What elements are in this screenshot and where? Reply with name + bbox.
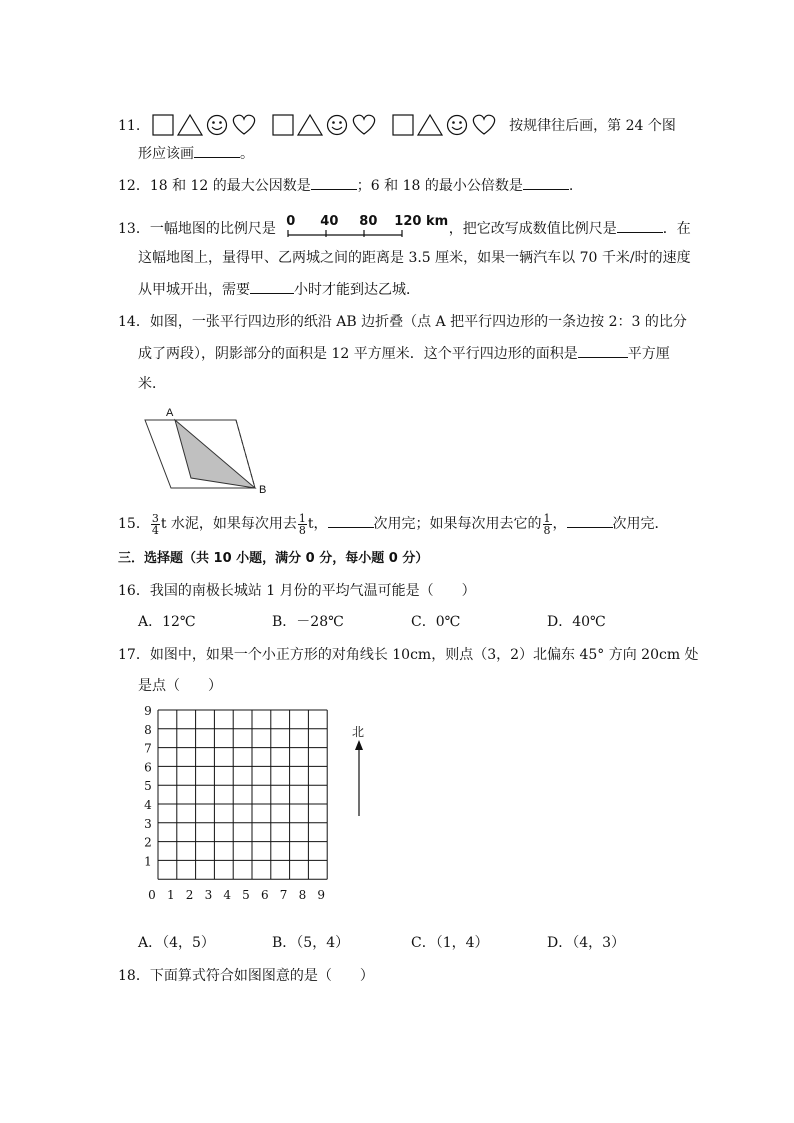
arrow-up-icon [355,740,363,750]
question-15-text5: 次用完． [612,516,669,532]
y-tick-label: 2 [144,835,152,850]
answer-blank[interactable] [617,220,663,233]
x-tick-label: 7 [279,888,288,903]
x-tick-label: 3 [204,888,213,903]
y-tick-label: 7 [144,741,152,756]
scale-label: 0 [286,214,296,229]
answer-blank[interactable] [250,281,294,294]
question-12-text1: 12．18 和 12 的最大公因数是 [118,178,311,194]
triangle-icon [418,115,442,135]
fraction-one-eighth: $\frac{1}{8}$ [298,511,306,537]
triangle-icon [298,115,322,135]
answer-blank[interactable] [567,515,613,528]
scale-label: 120 km [394,214,449,229]
question-12-text2: ；6 和 18 的最小公倍数是 [356,178,523,194]
square-icon [153,115,173,135]
question-14-text3: 平方厘 [627,346,670,362]
question-11-text: 按规律往后画，第 24 个图 [509,118,676,134]
option-d[interactable]: D．40℃ [547,614,606,630]
question-13-line1 [118,214,691,244]
answer-blank[interactable] [194,145,240,158]
question-15-text4: ， [552,516,567,532]
question-14-line1: 14．如图，一张平行四边形的纸沿 AB 边折叠（点 A 把平行四边形的一条边按 2：3 的比分 [118,314,687,330]
answer-blank[interactable] [578,345,628,358]
y-tick-label: 5 [144,779,152,794]
y-tick-label: 4 [144,798,152,812]
question-13-line3 [138,280,420,300]
triangle-icon [178,115,202,135]
scale-bar [286,214,449,244]
question-13-text2: ，把它改写成数值比例尺是 [448,221,617,237]
x-tick-label: 4 [223,888,232,903]
option-c[interactable]: C．0℃ [411,614,461,630]
smiley-icon [207,116,226,135]
x-tick-label: 8 [298,888,307,903]
x-tick-label: 2 [185,888,194,903]
answer-blank[interactable] [328,515,374,528]
question-11-line2 [138,144,254,164]
question-15 [118,512,669,536]
north-arrow [346,722,376,822]
question-14-line3: 米． [138,376,166,392]
scale-label: 40 [320,214,339,229]
question-15-text1: t 水泥，如果每次用去 [160,516,297,532]
heart-icon [353,115,374,134]
grid-lines [158,710,327,879]
parallelogram-figure [135,400,285,500]
question-11-end: 。 [240,146,254,162]
y-tick-label: 9 [144,704,152,718]
question-11-text2: 形应该画 [138,146,194,162]
section-3-title: 三．选择题（共 10 小题，满分 0 分，每小题 0 分） [118,551,429,566]
question-11-number: 11. [118,118,141,134]
option-d[interactable]: D．（4，3） [547,935,626,951]
answer-blank[interactable] [311,177,357,190]
x-tick-label: 9 [317,888,326,903]
question-13-line2: 这幅地图上，量得甲、乙两城之间的距离是 3.5 厘米，如果一辆汽车以 70 千米/时的速度 [138,250,691,266]
y-tick-label: 3 [144,816,152,831]
question-18: 18．下面算式符合如图图意的是（ ） [118,968,374,984]
x-tick-label: 5 [242,888,250,903]
heart-icon [233,115,254,134]
square-icon [393,115,413,135]
fraction-three-quarters: $\frac{3}{4}$ [151,511,159,537]
question-17-line2: 是点（ ） [138,678,222,694]
y-axis-labels [144,704,152,868]
question-12-end: . [568,178,574,194]
y-tick-label: 8 [144,722,152,737]
y-tick-label: 1 [144,854,152,869]
point-a-label: A [166,407,174,419]
y-tick-label: 6 [144,760,152,775]
question-13-text4: 从甲城开出，需要 [138,282,250,298]
option-b[interactable]: B．（5，4） [272,935,350,951]
answer-blank[interactable] [523,177,569,190]
heart-icon [473,115,494,134]
question-13-text1: 13．一幅地图的比例尺是 [118,221,276,237]
option-c[interactable]: C．（1，4） [411,935,489,951]
square-icon [273,115,293,135]
question-12 [118,176,573,196]
question-13-text3: ．在 [662,221,691,237]
shape-pattern [145,113,505,139]
north-label: 北 [352,725,365,739]
shaded-triangle [175,420,255,488]
option-a[interactable]: A．12℃ [138,614,196,630]
point-b-label: B [259,484,267,496]
x-tick-label: 6 [260,888,269,903]
question-11-line1 [118,113,676,139]
question-13-text5: 小时才能到达乙城． [294,282,420,298]
question-15-text2: t， [307,516,328,532]
question-15-text3: 次用完；如果每次用去它的 [373,516,542,532]
scale-line [286,230,406,240]
x-axis-labels [148,888,325,902]
fraction-one-eighth: $\frac{1}{8}$ [543,511,551,537]
x-tick-label: 0 [148,888,156,903]
option-a[interactable]: A．（4，5） [138,935,215,951]
question-17-line1: 17．如图中，如果一个小正方形的对角线长 10cm，则点（3，2）北偏东 45° 方向 20cm 处 [118,647,699,663]
smiley-icon [447,116,466,135]
question-14-line2 [138,344,670,364]
scale-label: 80 [359,214,378,229]
question-15-number: 15． [118,516,150,532]
smiley-icon [327,116,346,135]
question-14-text2: 成了两段），阴影部分的面积是 12 平方厘米．这个平行四边形的面积是 [138,346,578,362]
option-b[interactable]: B．－28℃ [272,614,344,630]
x-tick-label: 1 [166,888,175,903]
question-16: 16．我国的南极长城站 1 月份的平均气温可能是（ ） [118,583,476,599]
